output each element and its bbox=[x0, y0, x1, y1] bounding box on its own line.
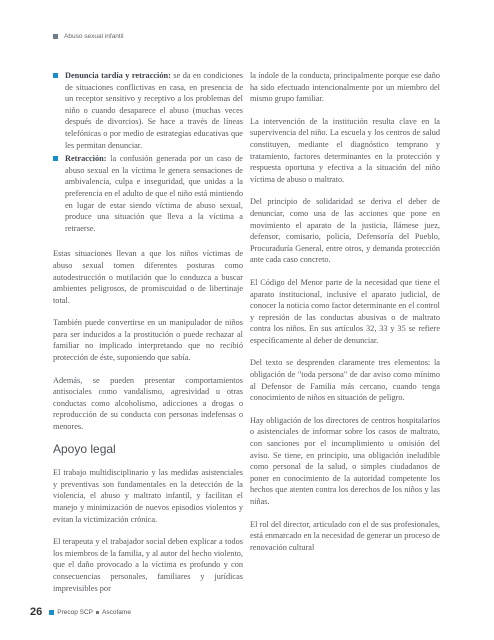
paragraph: Estas situaciones llevan a que los niños víctimas de abuso sexual tomen diferentes posturas como autodestrucción o mutilación que lo conduzca a buscar ambientes peligrosos, de promiscuidad o de libertinaje total. bbox=[53, 249, 243, 305]
paragraph: El Código del Menor parte de la necesidad que tiene el aparato institucional, inclusive el aparato judicial, de conocer la noticia como factor determinante en el control y represión de las conductas abusivas o de maltrato contra los niños. En sus artículos 32, 33 y 35 se refiere específicamente al deber de denunciar. bbox=[250, 277, 440, 345]
bullet-item bbox=[53, 70, 243, 151]
paragraph: El terapeuta y el trabajador social deben explicar a todos los miembros de la familia, y al autor del hecho violento, que el daño provocado a la víctima es profundo y con consecuencias personales, familiares y jurídicas imprevisibles por bbox=[53, 537, 243, 593]
header-title: Abuso sexual infantil bbox=[64, 33, 124, 40]
page-footer bbox=[30, 606, 131, 618]
bullet-item bbox=[53, 153, 243, 234]
paragraph: Del principio de solidaridad se deriva el deber de denunciar, como una de las acciones que pone en movimiento el aparato de la justicia, llámese juez, defensor, comisario, policía, Defensoría del Pueblo, Procuraduría General, entre otros, y demanda protección ante cada caso concreto. bbox=[250, 197, 440, 265]
bullet-term: Denuncia tardía y retracción: bbox=[65, 71, 171, 80]
footer-publication: Precop SCP bbox=[57, 608, 94, 616]
bullet-term: Retracción: bbox=[65, 154, 107, 164]
bullet-square-icon bbox=[53, 156, 58, 161]
bullet-list bbox=[53, 70, 243, 234]
left-column bbox=[53, 70, 243, 605]
running-header bbox=[53, 33, 124, 40]
paragraph: El rol del director, articulado con el de sus profesionales, está enmarcado en la necesidad de generar un proceso de renovación cultural bbox=[250, 519, 440, 552]
bullet-text: la confusión generada por un caso de abuso sexual en la víctima le genera sensaciones de ambivalencia, culpa e inseguridad, que unidas a la preferencia en el adulto de que el niño está mintiendo en lugar de estar siendo víctima de abuso sexual, produce una situación que lleva a la víctima a retraerse. bbox=[65, 154, 243, 233]
paragraph: También puede convertirse en un manipulador de niños para ser inducidos a la prostitución o puede rechazar al familiar no implicado interpretando que no recibió protección de éste, suponiendo que sabía. bbox=[53, 318, 243, 363]
paragraph: El trabajo multidisciplinario y las medidas asistenciales y preventivas son fundamentales en la detección de la violencia, el abuso y maltrato infantil, y facilitan el manejo y minimización de nuevos episodios violentos y evitan la victimización crónica. bbox=[53, 468, 243, 524]
footer-society: Ascofame bbox=[102, 608, 131, 616]
paragraph: Hay obligación de los directores de centros hospitalarios o asistenciales de informar sobre los casos de maltrato, con sanciones por el incumplimiento u omisión del aviso. Se tiene, en principio, una obligación ineludible como personal de la salud, o simples ciudadanos de poner en conocimiento de la autoridad competente los hechos que atenten contra los derechos de los niños y las niñas. bbox=[250, 415, 440, 506]
paragraph: Además, se pueden presentar comportamientos antisociales como vandalismo, agresividad u otras conductas como alcoholismo, adicciones a drogas o reproducción de su conducta con personas indefensas o menores. bbox=[53, 375, 243, 432]
section-heading: Apoyo legal bbox=[53, 441, 116, 456]
right-column bbox=[250, 70, 440, 564]
footer-separator-icon bbox=[96, 611, 99, 614]
paragraph: Del texto se desprenden claramente tres elementos: la obligación de "toda persona" de dar aviso como mínimo al Defensor de Familia más cercano, cuando tenga conocimiento de niños en situación de peligro. bbox=[250, 358, 440, 403]
bullet-square-icon bbox=[53, 73, 58, 78]
header-square-icon bbox=[53, 34, 58, 39]
page-number: 26 bbox=[30, 606, 43, 618]
paragraph: La intervención de la institución resulta clave en la supervivencia del niño. La escuela y los centros de salud constituyen, mediante el diagnóstico temprano y tratamiento, factores determinantes en la protección y respuesta oportuna y efectiva a la situación del niño víctima de abuso o maltrato. bbox=[250, 116, 440, 184]
bullet-text: se da en condiciones de situaciones conflictivas en casa, en presencia de un receptor sensitivo y receptivo a los problemas del niño o cuando desaparece el abuso (muchas veces después de divorcios). Se hace a través de líneas telefónicas o por medio de estrategias educativas que les permitan denunciar. bbox=[65, 71, 243, 150]
paragraph: la índole de la conducta, principalmente porque ese daño ha sido efectuado intencionalmente por un miembro del mismo grupo familiar. bbox=[250, 71, 440, 104]
footer-square-icon bbox=[49, 610, 54, 615]
